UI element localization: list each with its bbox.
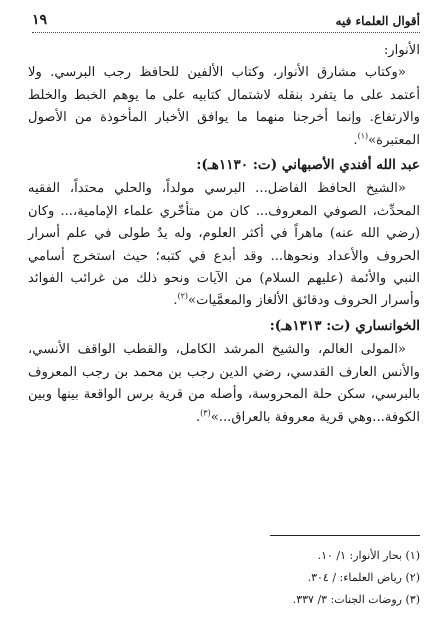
footnote-3: (٣) روضات الجنات: ٣/ ٣٣٧. [292,593,420,606]
quote-afandi: «الشيخ الحافظ الفاضل... البرسي مولداً، والحلي محتداً، الفقيه المحدِّث، الصوفي المعروف... كان من متأخّري علماء الإمامية،... وكان (رضي الله عنه) ماهراً في أكثر العلوم، وله يدٌ طولى في علم أسرار الحروف والأعداد ونحوها... وقد أبدع في كتبه؛ حيث استخرج أسامي النبي والأئمة (عليهم السلام) من الآيات ونحو ذلك من غرائب الفوائد وأسرار الحروف ودقائق الألغاز والمعمَّيات»$^{(٢)}$. [28,181,420,309]
footnote-2: (٢) رياض العلماء: / ٣٠٤. [307,571,420,584]
quote-text: «الشيخ الحافظ الفاضل... البرسي مولداً، والحلي محتداً، الفقيه المحدِّث، الصوفي المعروف... كان من متأخّري علماء الإمامية،... وكان (رضي الله عنه) ماهراً في أكثر العلوم، وله يدٌ طولى في علم أسرار الحروف والأعداد ونحوها... وقد أبدع في كتبه؛ حيث استخرج أسامي النبي والأئمة (عليهم السلام) من الآيات ونحو ذلك من غرائب الفوائد وأسرار الحروف ودقائق الألغاز والمعمَّيات» [28,181,420,309]
heading-afandi: عبد الله أفندي الأصبهاني (ت: ١١٣٠هـ): [196,157,420,174]
page-body [28,40,420,429]
footnote-1: (١) بحار الأنوار: ١/ ١٠. [317,549,420,562]
footnote-ref-1[interactable]: (١) [357,131,369,141]
footnote-separator [270,535,420,536]
quote-text: «المولى العالم، والشيخ المرشد الكامل، والقطب الواقف الأنسي، والأنس العارف القدسي، رضي الدين رجب بن محمد بن رجب المعروف بالبرسي، سكن حلة المحروسة، وأصله من قرية برس الواقعة بينها وبين الكوفة...وهي قرية معروفة بالعراق...» [28,342,420,425]
page-number: ١٩ [32,12,48,28]
paragraph-anwar-label: الأنوار: [383,43,420,58]
quote-text: «وكتاب مشارق الأنوار، وكتاب الألفين للحافظ رجب البرسي. ولا أعتمد على ما يتفرد بنقله لاشتمال كتابيه على ما يوهم الخبط والخلط والارتفاع. وإنما أخرجنا منهما ما يوافق الأخبار المأخوذة من الأصول المعتبرة» [28,65,420,148]
heading-khwansari: الخوانساري (ت: ١٣١٣هـ): [269,317,420,334]
running-title: أقوال العلماء فيه [335,14,420,28]
footnote-ref-3[interactable]: (٣) [200,408,211,418]
footnotes [28,545,420,611]
footnote-ref-2[interactable]: (٢) [177,292,188,302]
page-header [32,14,420,33]
quote-majlisi: «وكتاب مشارق الأنوار، وكتاب الألفين للحافظ رجب البرسي. ولا أعتمد على ما يتفرد بنقله لاشتمال كتابيه على ما يوهم الخبط والخلط والارتفاع. وإنما أخرجنا منهما ما يوافق الأخبار المأخوذة من الأصول المعتبرة»$^{(١)}$. [28,65,420,148]
quote-khwansari: «المولى العالم، والشيخ المرشد الكامل، والقطب الواقف الأنسي، والأنس العارف القدسي، رضي الدين رجب بن محمد بن رجب المعروف بالبرسي، سكن حلة المحروسة، وأصله من قرية برس الواقعة بينها وبين الكوفة...وهي قرية معروفة بالعراق...»$^{(٣)}$. [28,342,420,425]
